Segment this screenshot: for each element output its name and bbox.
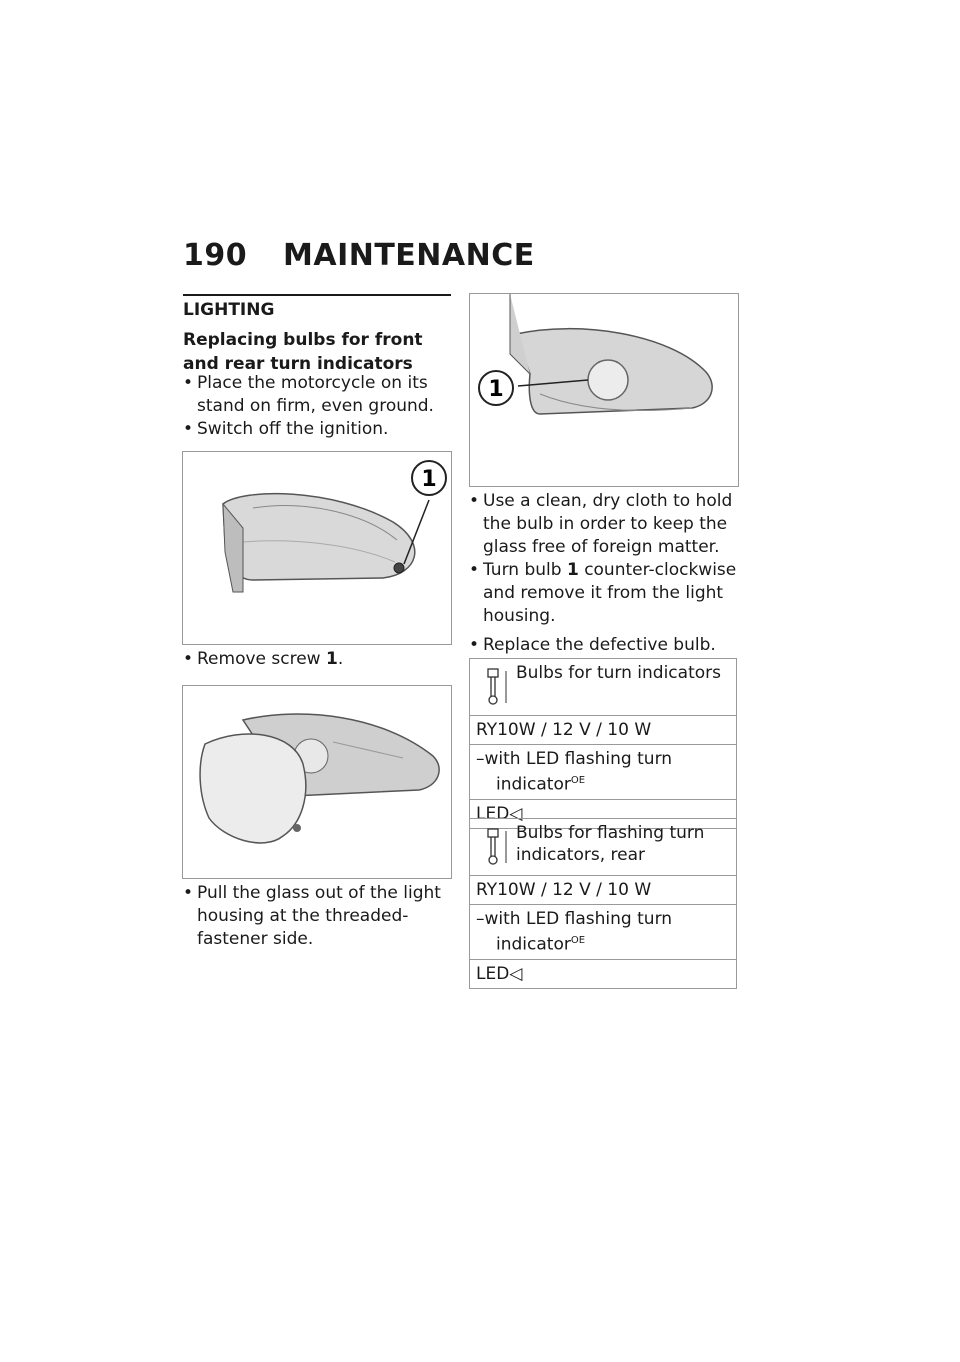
bulb-housing-illustration: [470, 294, 738, 486]
spec-title: Bulbs for flashing turn indicators, rear: [516, 823, 705, 865]
triangle-left-icon: ◁: [509, 963, 523, 984]
bulb-reference: 1: [566, 560, 579, 580]
spec-value-row: RY10W / 12 V / 10 W: [470, 875, 736, 904]
section-rule: [183, 294, 451, 296]
oe-marker: OE: [570, 935, 586, 946]
step-turn-bulb-pre: Turn bulb: [483, 560, 562, 580]
step-remove-screw-end: .: [337, 649, 344, 669]
step-turn-bulb-post: counter-clockwise and remove it from the light housing.: [483, 560, 737, 626]
step-use-cloth: • Use a clean, dry cloth to hold the bulb in order to keep the glass free of foreign matter.: [469, 490, 737, 559]
screw-reference: 1: [325, 649, 338, 669]
bulb-icon: [484, 827, 510, 867]
step-remove-screw-text: Remove screw: [197, 649, 321, 669]
figure-bulb: [469, 293, 739, 487]
callout-1-bulb: 1: [488, 377, 504, 402]
step-place-motorcycle: • Place the motorcycle on its stand on firm, even ground.: [183, 372, 451, 418]
spec-led: LED: [476, 803, 510, 824]
step-switch-off-ignition: • Switch off the ignition.: [183, 418, 451, 441]
subsection-title: Replacing bulbs for front and rear turn indicators: [183, 330, 423, 374]
spec-title: Bulbs for turn indicators: [516, 663, 721, 683]
chapter-title: MAINTENANCE: [283, 238, 535, 273]
spec-title-row: [470, 819, 736, 875]
spec-condition: with LED flashing turn indicator: [484, 749, 673, 795]
indicator-housing-illustration: [183, 452, 451, 644]
page-header: [183, 238, 535, 273]
callout-1: 1: [421, 467, 437, 492]
section-title: LIGHTING: [183, 300, 275, 320]
spec-table-front: [469, 658, 737, 829]
step-replace-bulb: • Replace the defective bulb.: [469, 634, 737, 657]
spec-condition-row: –with LED flashing turn indicator$^{OE}$: [470, 744, 736, 799]
figure-remove-screw: [182, 451, 452, 645]
spec-condition: with LED flashing turn indicator: [484, 909, 673, 955]
glass-removal-illustration: [183, 686, 451, 878]
spec-value-row: RY10W / 12 V / 10 W: [470, 715, 736, 744]
spec-led: LED: [476, 963, 510, 984]
figure-pull-glass: [182, 685, 452, 879]
page-number: 190: [183, 238, 248, 273]
steps-group-4: [469, 490, 737, 657]
bulb-icon: [484, 667, 510, 707]
step-turn-bulb: [469, 559, 737, 628]
oe-marker: OE: [570, 775, 586, 786]
steps-group-3: [183, 882, 451, 951]
triangle-left-icon: ◁: [509, 803, 523, 824]
spec-title-row: [470, 659, 736, 715]
step-remove-screw: [183, 648, 451, 671]
steps-group-1: [183, 372, 451, 441]
spec-led-row: [470, 959, 736, 988]
spec-table-rear: [469, 818, 737, 989]
steps-group-2: [183, 648, 451, 671]
step-pull-glass: • Pull the glass out of the light housing at the threaded-fastener side.: [183, 882, 451, 951]
spec-condition-row: –with LED flashing turn indicator$^{OE}$: [470, 904, 736, 959]
